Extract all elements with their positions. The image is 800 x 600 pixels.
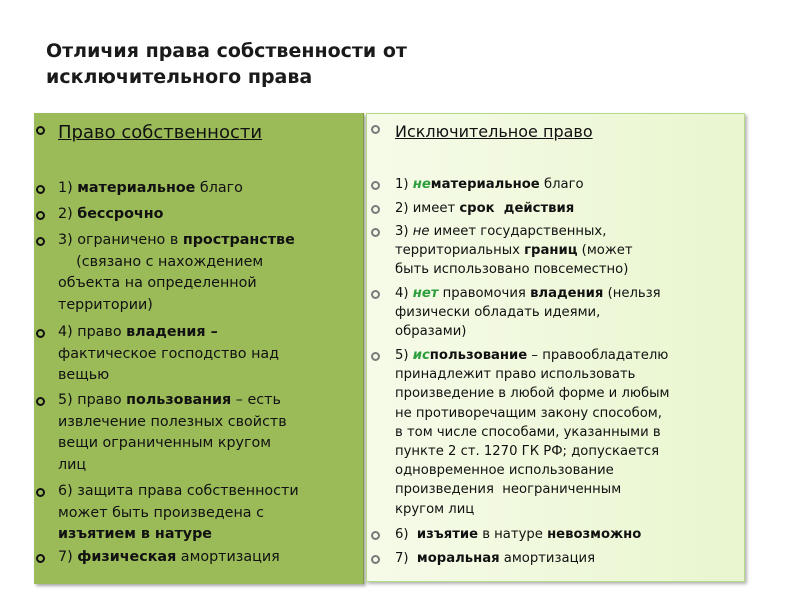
list-item: 7) физическая амортизация: [58, 547, 362, 569]
bullet-ring-icon: [36, 237, 45, 246]
list-item: 5) использование – правообладателю принадлежит право использовать произведение в любой форме и любым не противоречащим закону способом, в том числе способами, указанными в пункте 2 ст. 1270 ГК РФ; допускается одновременное использование произведения неограниченным кругом лиц: [395, 346, 741, 519]
ownership-heading: Право собственности: [58, 122, 263, 143]
list-item: 3) ограничено в пространстве (связано с нахождением объекта на определенной территории): [58, 230, 362, 316]
exclusive-right-panel: [366, 113, 745, 582]
list-item: 6) изъятие в натуре невозможно: [395, 525, 741, 544]
list-item: 5) право пользования – есть извлечение полезных свойств вещи ограниченным кругом лиц: [58, 390, 362, 476]
list-item: 7) моральная амортизация: [395, 549, 741, 568]
list-item: 2) бессрочно: [58, 204, 362, 226]
list-item: 3) не имеет государственных, территориальных границ (может быть использовано повсеместно): [395, 222, 741, 280]
ownership-panel: [34, 113, 364, 584]
bullet-ring-icon: [36, 554, 45, 563]
bullet-ring-icon: [371, 555, 380, 564]
list-item: 1) материальное благо: [58, 178, 362, 200]
list-item: 4) нет правомочия владения (нельзя физически обладать идеями, образами): [395, 284, 741, 342]
bullet-ring-icon: [371, 228, 380, 237]
list-item: 4) право владения – фактическое господство над вещью: [58, 322, 362, 387]
bullet-ring-icon: [36, 397, 45, 406]
list-item: 6) защита права собственности может быть произведена с изъятием в натуре: [58, 481, 362, 546]
exclusive-right-heading: Исключительное право: [395, 122, 593, 141]
slide-title: [46, 38, 746, 90]
bullet-ring-icon: [371, 205, 380, 214]
list-item: 2) имеет срок действия: [395, 199, 741, 218]
slide-title-line: Отличия права собственности от: [46, 40, 407, 62]
bullet-ring-icon: [36, 329, 45, 338]
bullet-ring-icon: [36, 126, 45, 135]
bullet-ring-icon: [371, 290, 380, 299]
bullet-ring-icon: [371, 352, 380, 361]
bullet-ring-icon: [371, 531, 380, 540]
bullet-ring-icon: [36, 211, 45, 220]
bullet-ring-icon: [36, 488, 45, 497]
list-item: 1) нематериальное благо: [395, 175, 741, 194]
bullet-ring-icon: [36, 185, 45, 194]
bullet-ring-icon: [371, 125, 380, 134]
bullet-ring-icon: [371, 181, 380, 190]
slide-title-line: исключительного права: [46, 66, 313, 88]
